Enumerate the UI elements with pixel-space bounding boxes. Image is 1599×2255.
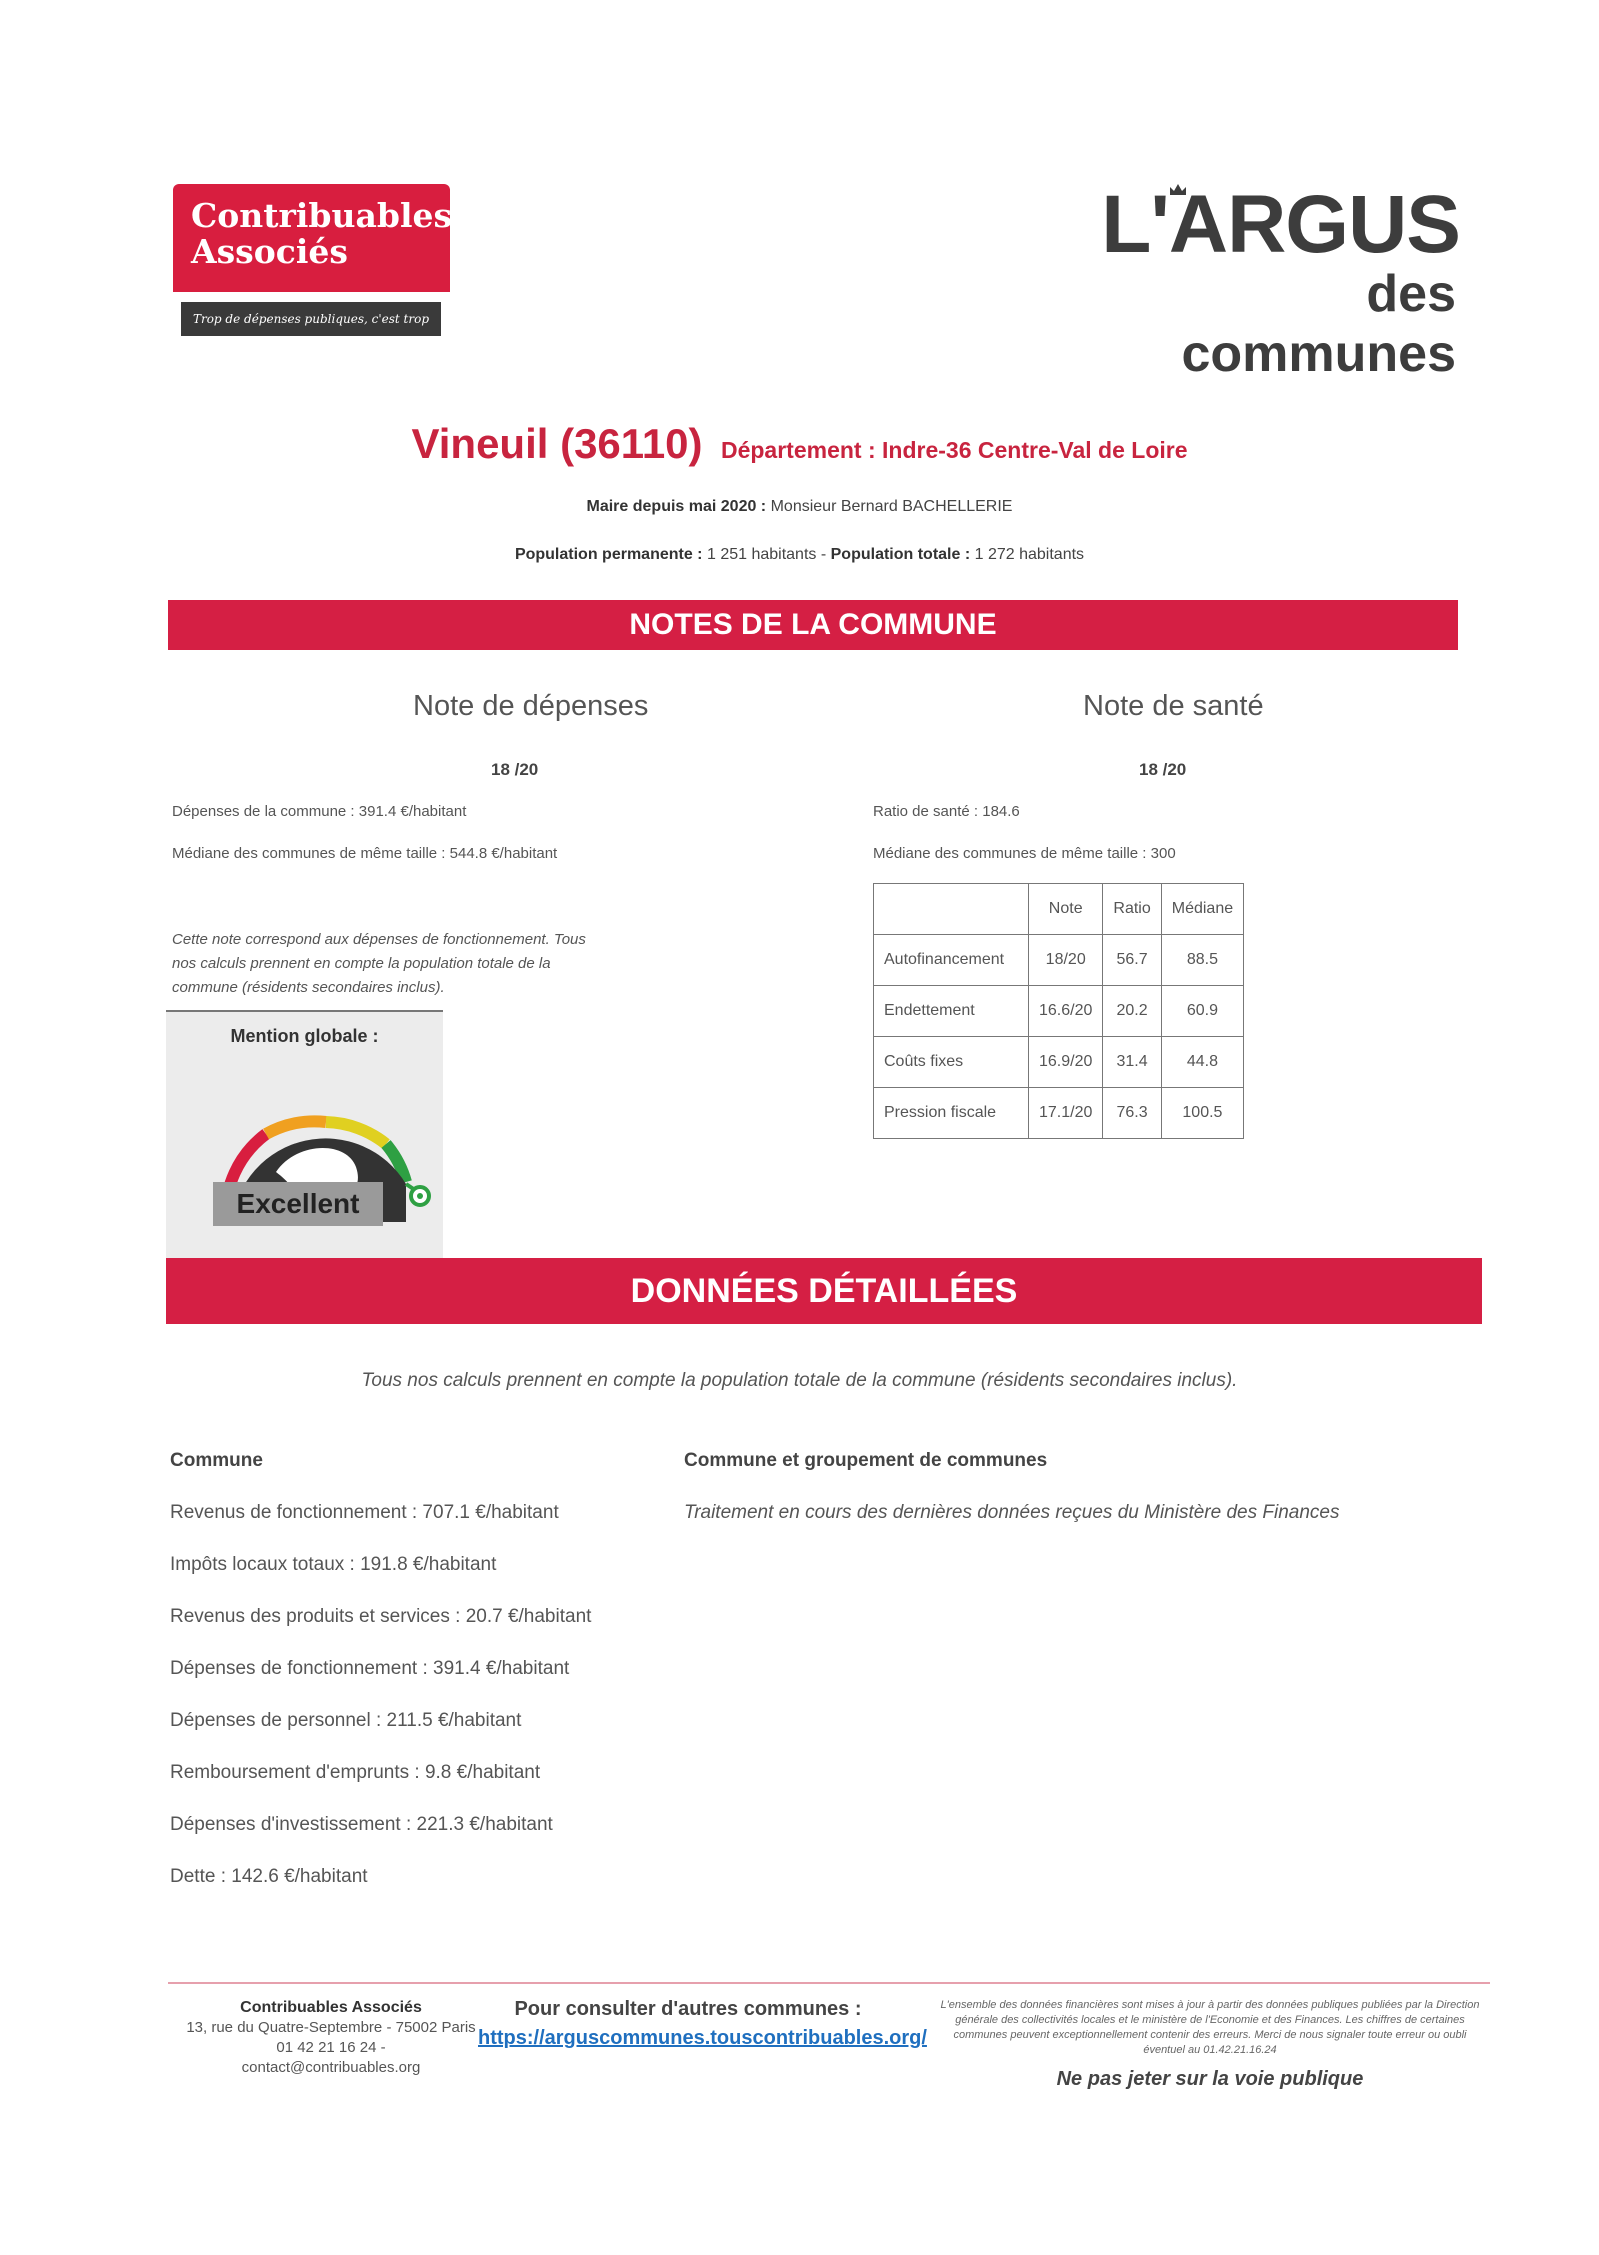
table-cell: Pression fiscale <box>874 1088 1029 1139</box>
pop-perm-label: Population permanente : <box>514 546 703 563</box>
depenses-mediane: Médiane des communes de même taille : 544.8 €/habitant <box>172 845 558 862</box>
list-item: Impôts locaux totaux : 191.8 €/habitant <box>170 1554 497 1575</box>
table-header-cell: Note <box>1029 884 1103 935</box>
pop-perm-value: 1 251 habitants <box>706 546 817 563</box>
table-cell: 16.6/20 <box>1029 986 1103 1037</box>
depenses-note-explanation: Cette note correspond aux dépenses de fonctionnement. Tous nos calculs prennent en compte la population totale de la commune (résidents secondaires inclus). <box>172 931 586 996</box>
list-item: Dette : 142.6 €/habitant <box>170 1866 368 1887</box>
footer-divider <box>168 1982 1490 1984</box>
footer-warning: Ne pas jeter sur la voie publique <box>1056 2068 1364 2090</box>
footer-disclaimer: L'ensemble des données financières sont mises à jour à partir des données publiques publiées par la Direction générale des collectivités locales et le ministère de l'Economie et des Finances. Les chiffres de certaines communes peuvent exceptionnellement contenir des erreurs. Merci de nous signaler toute erreur ou oubli éventuel au 01.42.21.16.24 <box>940 1999 1480 2056</box>
table-cell: 20.2 <box>1103 986 1161 1037</box>
detail-intro: Tous nos calculs prennent en compte la population totale de la commune (résidents secondaires inclus). <box>361 1370 1238 1391</box>
table-cell: 17.1/20 <box>1029 1088 1103 1139</box>
table-row <box>874 1088 1244 1139</box>
table-header-cell <box>874 884 1029 935</box>
table-cell: 88.5 <box>1161 935 1243 986</box>
commune-column-title: Commune <box>170 1450 263 1471</box>
consult-link[interactable]: https://arguscommunes.touscontribuables.org/ <box>478 2027 927 2049</box>
table-cell: 56.7 <box>1103 935 1161 986</box>
list-item: Revenus de fonctionnement : 707.1 €/habitant <box>170 1502 559 1523</box>
table-cell: 100.5 <box>1161 1088 1243 1139</box>
logo-tagline: Trop de dépenses publiques, c'est trop d'impôts ! <box>181 302 441 336</box>
mention-globale-label: Mention globale : <box>230 1026 379 1046</box>
argus-subtitle: des communes <box>1181 265 1456 383</box>
depenses-commune: Dépenses de la commune : 391.4 €/habitant <box>172 803 467 820</box>
table-cell: 44.8 <box>1161 1037 1243 1088</box>
sante-mediane: Médiane des communes de même taille : 300 <box>873 845 1176 862</box>
pop-tot-value: 1 272 habitants <box>974 546 1085 563</box>
argus-title: L'ARGUS <box>1101 179 1460 270</box>
logo-red-block <box>173 184 453 292</box>
ratio-table <box>873 883 1244 1139</box>
note-depenses-score: 18 /20 <box>491 760 539 779</box>
population-line <box>0 546 1599 564</box>
pop-separator: - <box>820 546 827 563</box>
list-item: Dépenses de fonctionnement : 391.4 €/habitant <box>170 1658 570 1679</box>
table-cell: 60.9 <box>1161 986 1243 1037</box>
footer-organization <box>186 1998 476 2078</box>
logo-line-1: Contribuables <box>191 196 453 235</box>
table-cell: 18/20 <box>1029 935 1103 986</box>
list-item: Remboursement d'emprunts : 9.8 €/habitant <box>170 1762 541 1783</box>
table-header-cell: Ratio <box>1103 884 1161 935</box>
table-header-cell: Médiane <box>1161 884 1243 935</box>
org-name: Contribuables Associés <box>240 1999 422 2016</box>
table-cell: 31.4 <box>1103 1037 1161 1088</box>
maire-line <box>0 498 1599 516</box>
note-depenses-title: Note de dépenses <box>413 690 649 722</box>
contribuables-associes-logo <box>173 184 453 360</box>
departement-label: Département : Indre-36 Centre-Val de Loire <box>720 437 1188 463</box>
table-row <box>874 1037 1244 1088</box>
table-row <box>874 986 1244 1037</box>
table-cell: Autofinancement <box>874 935 1029 986</box>
groupement-status: Traitement en cours des dernières données reçues du Ministère des Finances <box>684 1502 1340 1523</box>
donnees-detaillees-banner: DONNÉES DÉTAILLÉES <box>166 1258 1482 1324</box>
ratio-sante: Ratio de santé : 184.6 <box>873 803 1020 820</box>
groupement-column-title: Commune et groupement de communes <box>684 1450 1048 1471</box>
maire-value: Monsieur Bernard BACHELLERIE <box>770 498 1013 515</box>
list-item: Revenus des produits et services : 20.7 €/habitant <box>170 1606 592 1627</box>
table-cell: 76.3 <box>1103 1088 1161 1139</box>
table-header-row <box>874 884 1244 935</box>
org-contact: 01 42 21 16 24 - contact@contribuables.org <box>241 2039 421 2076</box>
argus-logo <box>1101 179 1460 383</box>
table-cell: Endettement <box>874 986 1029 1037</box>
mention-globale-value: Excellent <box>213 1182 383 1226</box>
table-row <box>874 935 1244 986</box>
page-title <box>0 420 1599 468</box>
list-item: Dépenses de personnel : 211.5 €/habitant <box>170 1710 522 1731</box>
mention-globale-card <box>166 1010 443 1258</box>
list-item: Dépenses d'investissement : 221.3 €/habitant <box>170 1814 553 1835</box>
pop-tot-label: Population totale : <box>830 546 971 563</box>
org-address: 13, rue du Quatre-Septembre - 75002 Paris <box>186 2019 476 2036</box>
note-sante-score: 18 /20 <box>1139 760 1187 779</box>
footer-consult <box>478 1998 927 2050</box>
logo-line-2: Associés <box>191 232 348 271</box>
consult-label: Pour consulter d'autres communes : <box>514 1998 862 2020</box>
notes-banner: NOTES DE LA COMMUNE <box>168 600 1458 650</box>
commune-name: Vineuil (36110) <box>411 420 703 467</box>
table-cell: Coûts fixes <box>874 1037 1029 1088</box>
note-sante-title: Note de santé <box>1083 690 1264 722</box>
maire-label: Maire depuis mai 2020 : <box>586 498 767 515</box>
table-cell: 16.9/20 <box>1029 1037 1103 1088</box>
